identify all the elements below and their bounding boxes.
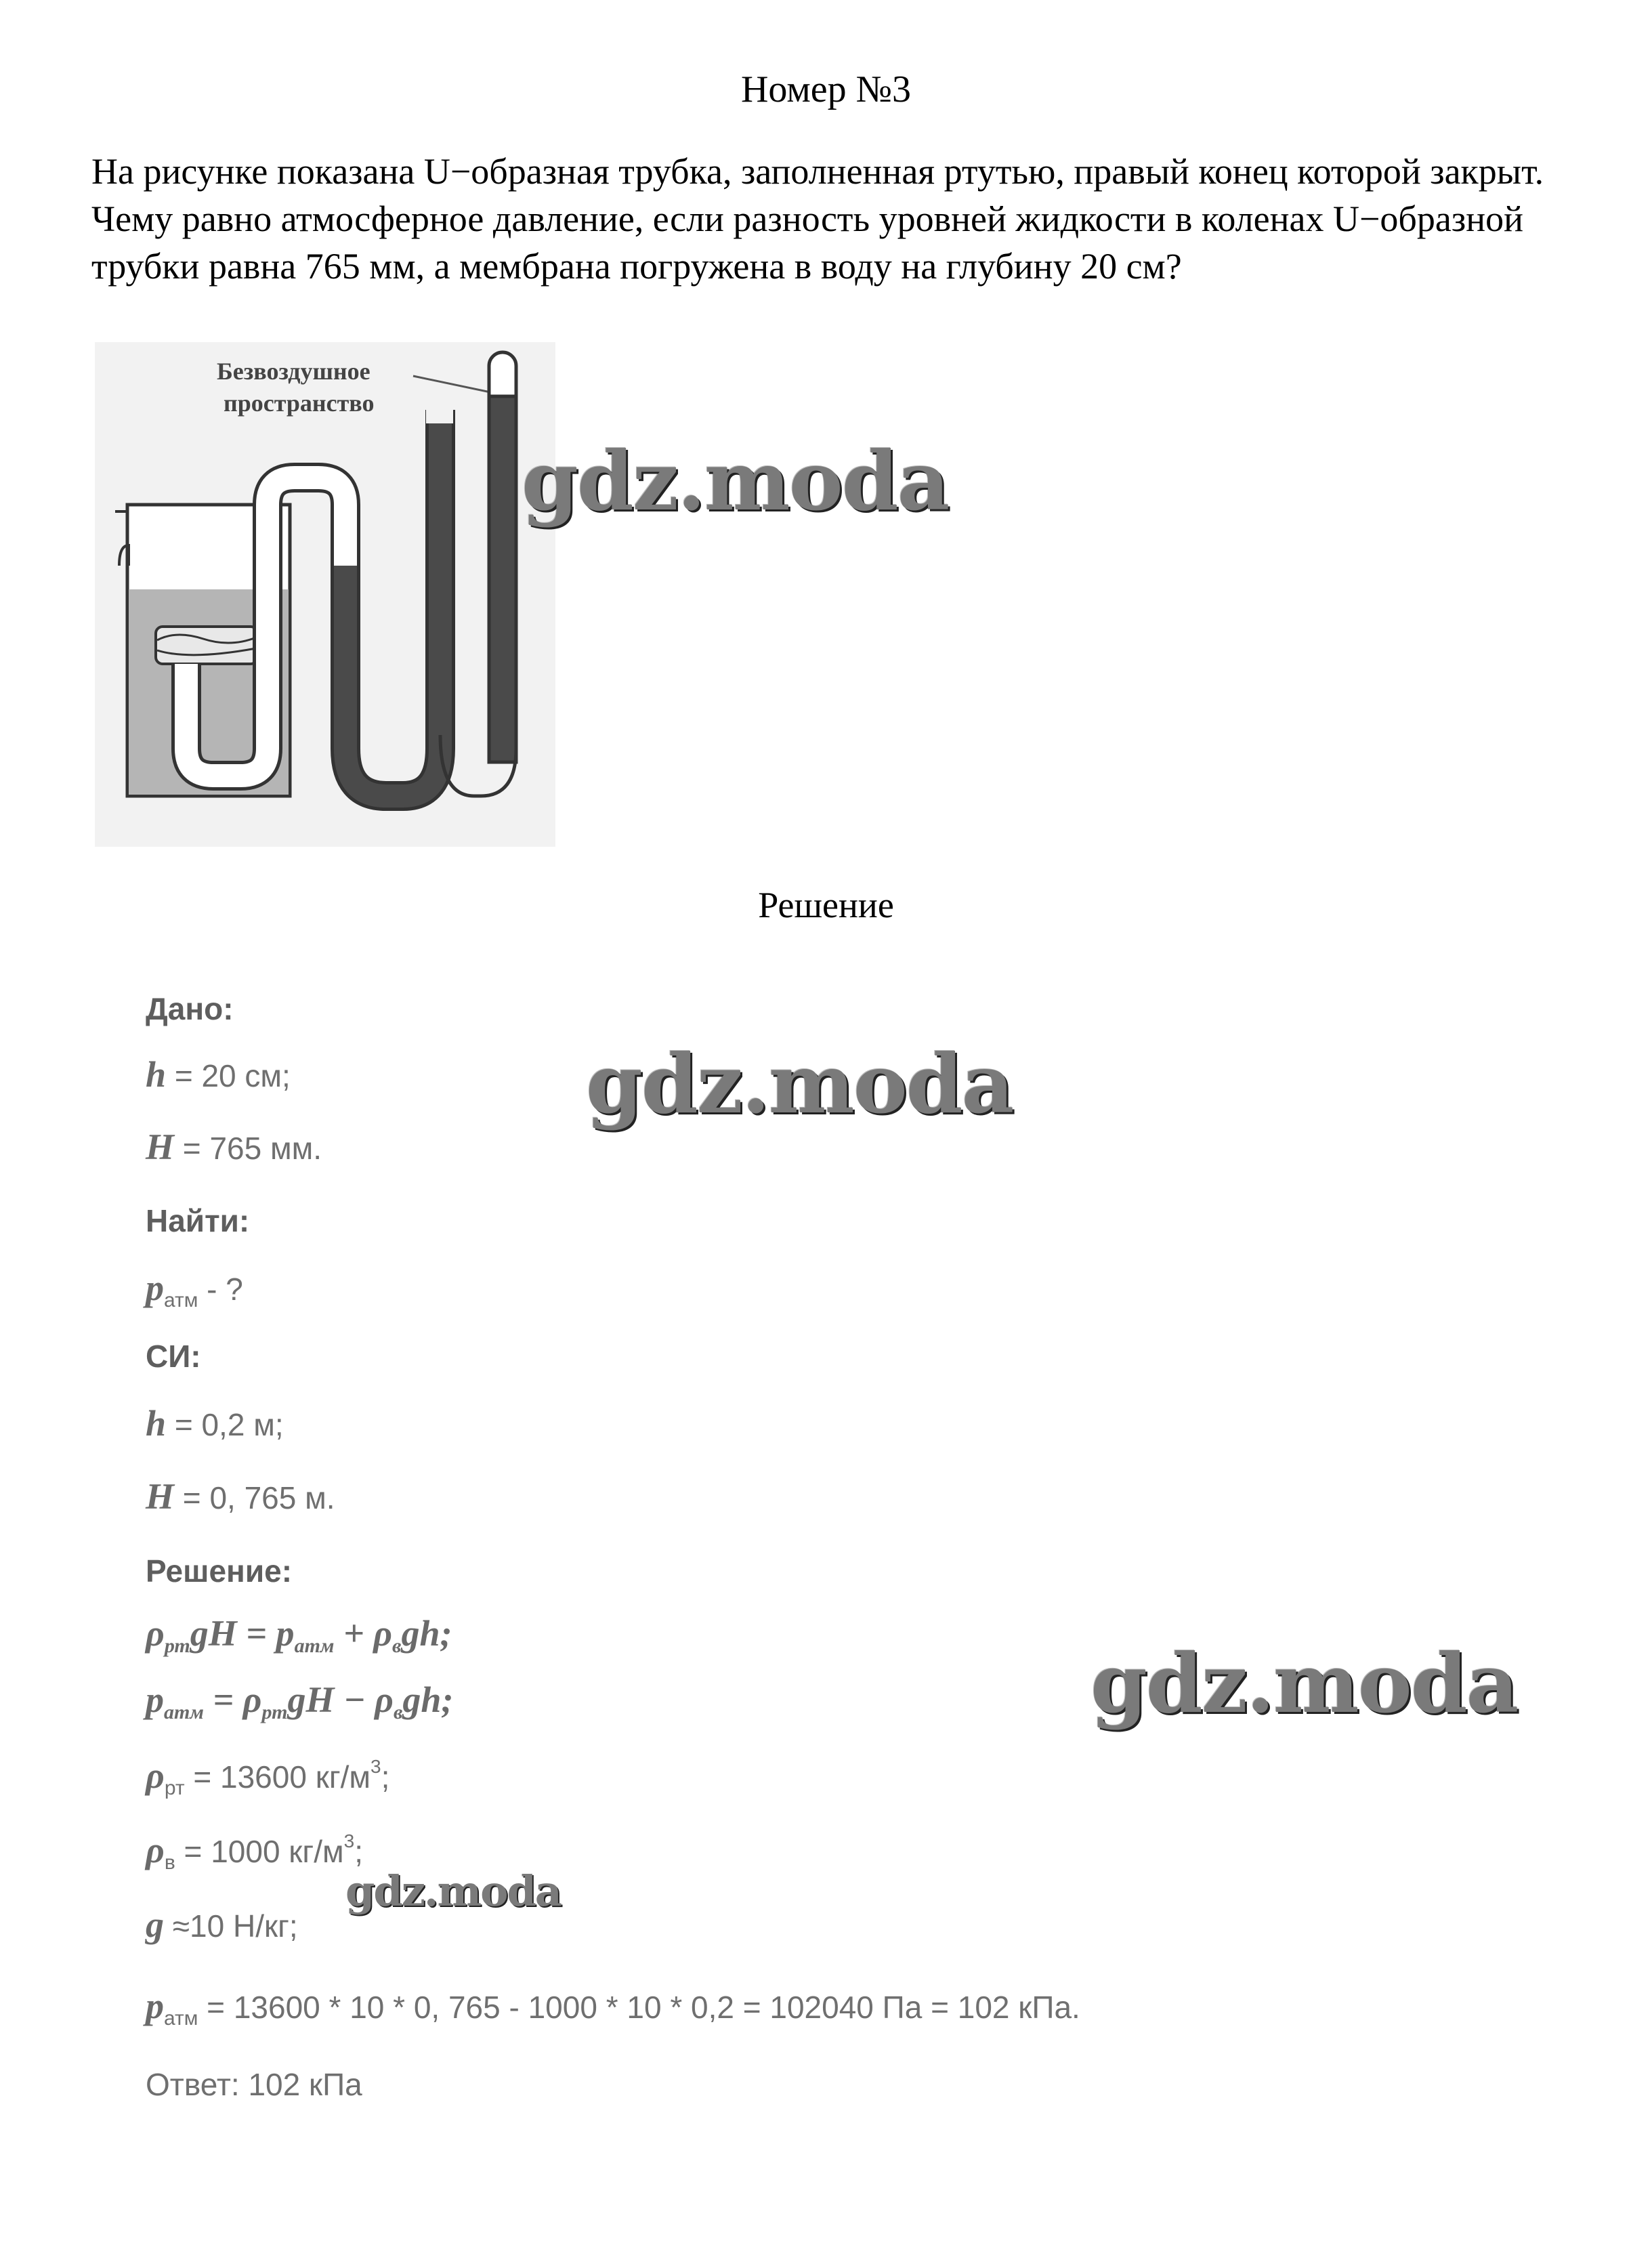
rho-water: $\rho_в = 1000$ $кг/м^3$; xyxy=(146,1830,363,1874)
figure-caption-line1: Безвоздушное xyxy=(217,358,370,385)
watermark-2: gdz.moda xyxy=(586,1036,1013,1132)
watermark-3: gdz.moda xyxy=(1090,1636,1518,1732)
given-h: h = 20 см; xyxy=(146,1054,291,1095)
membrane-funnel xyxy=(156,627,257,664)
find-p-atm: $p_{атм}$ - ? xyxy=(146,1267,243,1312)
solution-heading: Решение xyxy=(758,885,894,925)
watermark-4: gdz.moda xyxy=(345,1866,561,1916)
watermark-1: gdz.moda xyxy=(522,434,949,529)
answer: Ответ: 102 кПа xyxy=(146,2067,362,2102)
solution-label: Решение: xyxy=(146,1553,293,1589)
g-value: g ≈10 Н/кг; xyxy=(146,1904,298,1945)
page-title: Номер №3 xyxy=(740,68,912,110)
si-H: H = 0, 765 м. xyxy=(146,1476,335,1517)
given-label: Дано: xyxy=(146,991,234,1026)
figure-caption-line2: пространство xyxy=(224,390,375,417)
find-label: Найти: xyxy=(146,1203,250,1238)
equation-2: $p_{атм} = \rho_{рт}gH - \rho_вgh$; xyxy=(146,1679,454,1723)
problem-text: На рисунке показана U−образная трубка, заполненная ртутью, правый конец которой закрыт. Чему равно атмосферное давление, если разность уровней жидкости в коленах U−образной трубки равна 765 мм, а мембрана погружена в воду на глубину 20 см? xyxy=(91,151,1544,287)
given-H: H = 765 мм. xyxy=(146,1127,322,1167)
calculation: $p_{атм} = 13600 * 10 * 0$, 765 - 1000 * 10 * 0,2 = 102040 Па = 102 кПа. xyxy=(146,1986,1080,2030)
equation-1: $\rho_{рт}gH = p_{атм} + \rho_вgh$; xyxy=(146,1613,452,1657)
rho-mercury: $\rho_{рт} = 13600$ $кг/м^3$; xyxy=(146,1755,390,1799)
si-h: h = 0,2 м; xyxy=(146,1403,284,1444)
u-tube-figure xyxy=(95,342,555,847)
si-label: СИ: xyxy=(146,1339,201,1374)
